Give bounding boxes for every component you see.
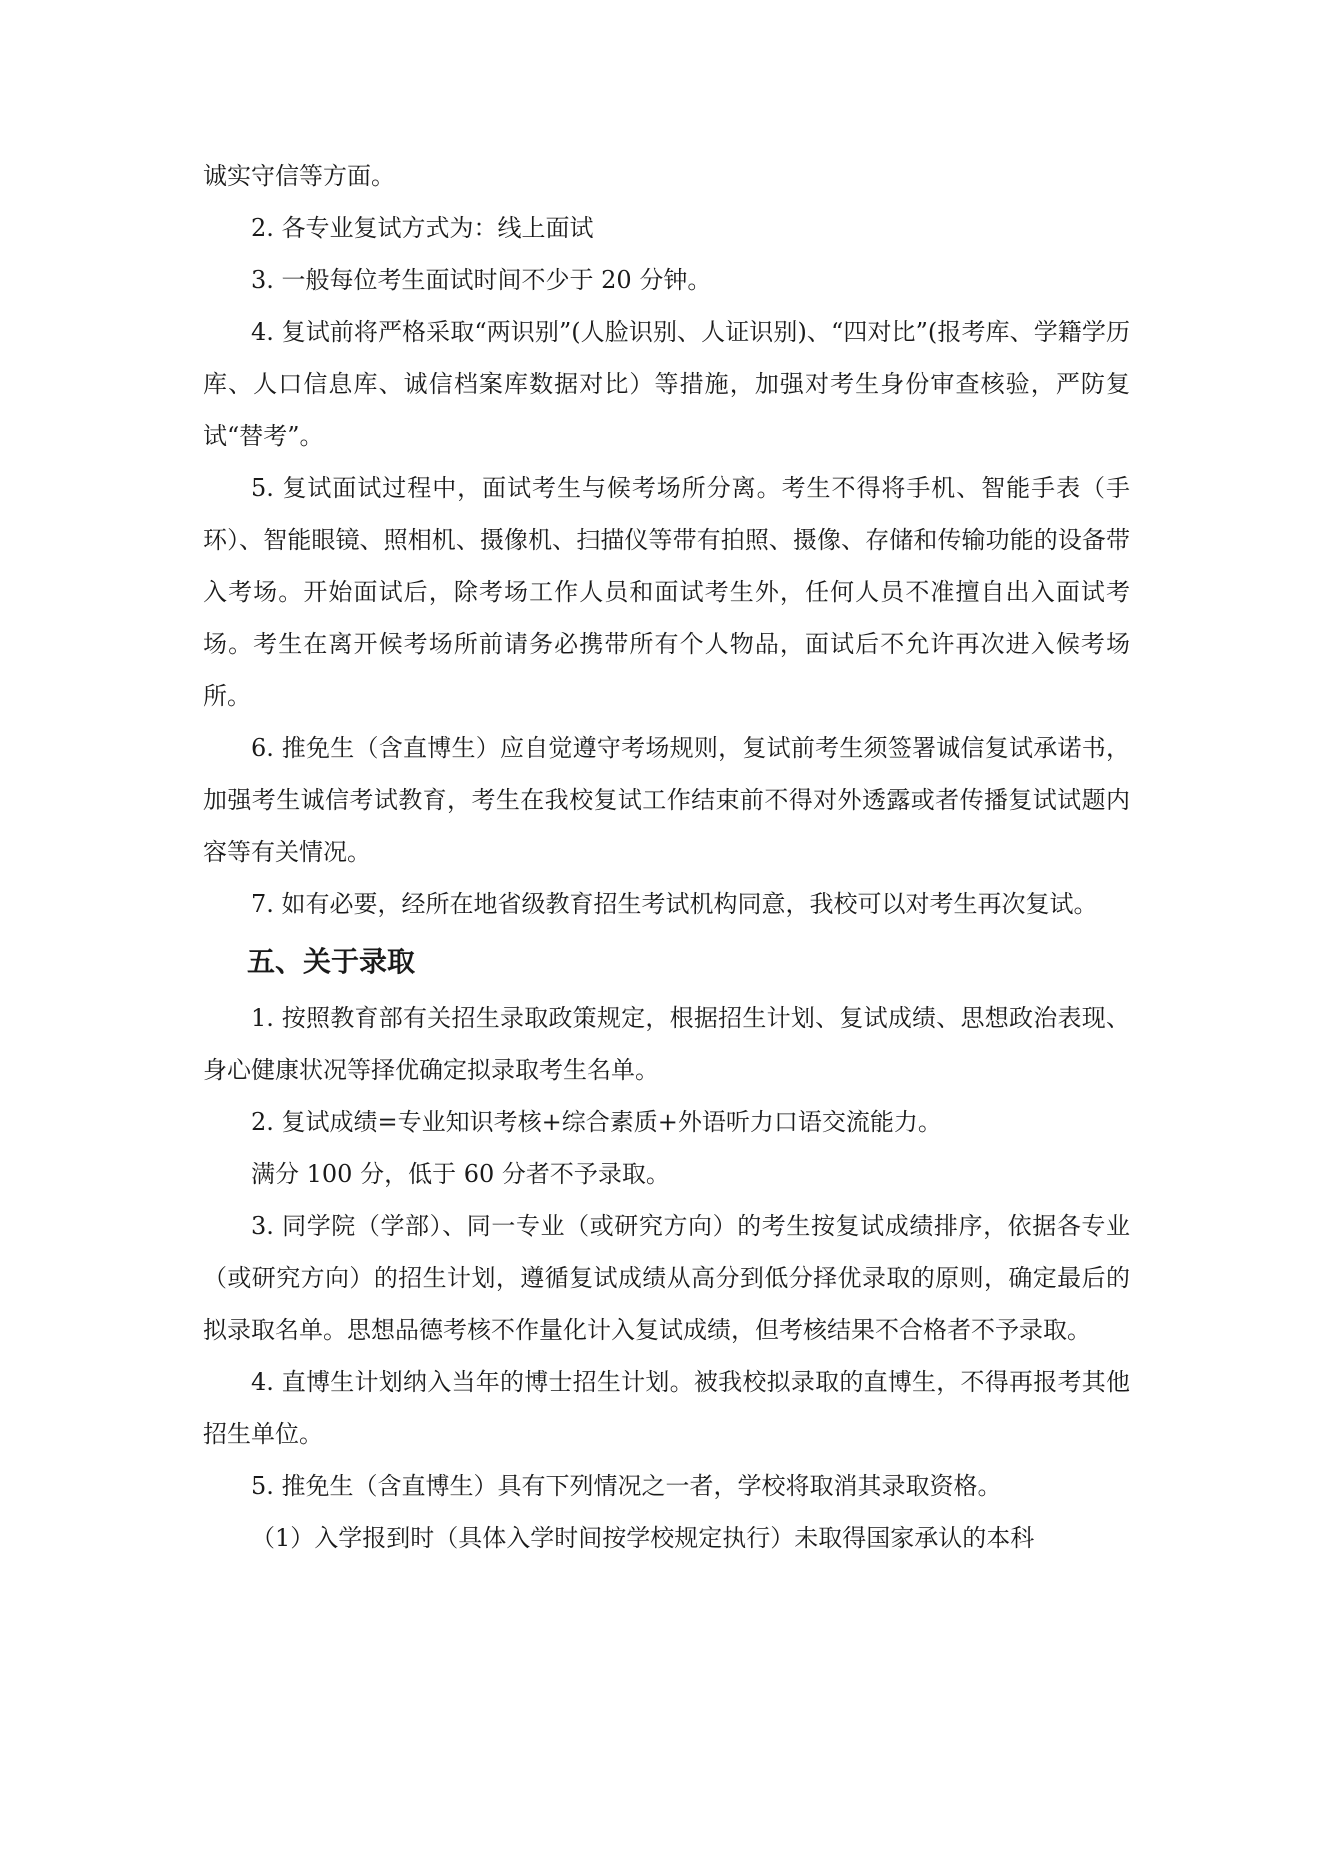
paragraph: 4. 直博生计划纳入当年的博士招生计划。被我校拟录取的直博生，不得再报考其他招生单位。 [203,1368,1130,1448]
paragraph: （1）入学报到时（具体入学时间按学校规定执行）未取得国家承认的本科 [251,1524,1035,1552]
paragraph: 3. 同学院（学部）、同一专业（或研究方向）的考生按复试成绩排序，依据各专业（或研究方向）的招生计划，遵循复试成绩从高分到低分择优录取的原则，确定最后的拟录取名单。思想品德考核不作量化计入复试成绩，但考核结果不合格者不予录取。 [203,1212,1130,1344]
paragraph: 4. 复试前将严格采取“两识别”(人脸识别、人证识别)、“四对比”(报考库、学籍学历库、人口信息库、诚信档案库数据对比）等措施，加强对考生身份审查核验，严防复试“替考”。 [203,318,1130,450]
paragraph: 2. 复试成绩=专业知识考核+综合素质+外语听力口语交流能力。 [251,1108,942,1136]
paragraph: 5. 复试面试过程中，面试考生与候考场所分离。考生不得将手机、智能手表（手环）、智能眼镜、照相机、摄像机、扫描仪等带有拍照、摄像、存储和传输功能的设备带入考场。开始面试后，除考场工作人员和面试考生外，任何人员不准擅自出入面试考场。考生在离开候考场所前请务必携带所有个人物品，面试后不允许再次进入候考场所。 [203,474,1130,710]
paragraph: 5. 推免生（含直博生）具有下列情况之一者，学校将取消其录取资格。 [251,1472,1002,1500]
document-page [203,150,1130,1564]
paragraph: 2. 各专业复试方式为：线上面试 [251,214,594,242]
paragraph: 1. 按照教育部有关招生录取政策规定，根据招生计划、复试成绩、思想政治表现、身心健康状况等择优确定拟录取考生名单。 [203,1004,1130,1084]
paragraph: 满分 100 分，低于 60 分者不予录取。 [251,1160,670,1188]
paragraph: 6. 推免生（含直博生）应自觉遵守考场规则，复试前考生须签署诚信复试承诺书，加强考生诚信考试教育，考生在我校复试工作结束前不得对外透露或者传播复试试题内容等有关情况。 [203,734,1130,866]
section-heading: 五、关于录取 [247,945,416,978]
paragraph: 3. 一般每位考生面试时间不少于 20 分钟。 [251,266,712,294]
paragraph: 诚实守信等方面。 [203,162,395,190]
paragraph: 7. 如有必要，经所在地省级教育招生考试机构同意，我校可以对考生再次复试。 [251,890,1098,918]
